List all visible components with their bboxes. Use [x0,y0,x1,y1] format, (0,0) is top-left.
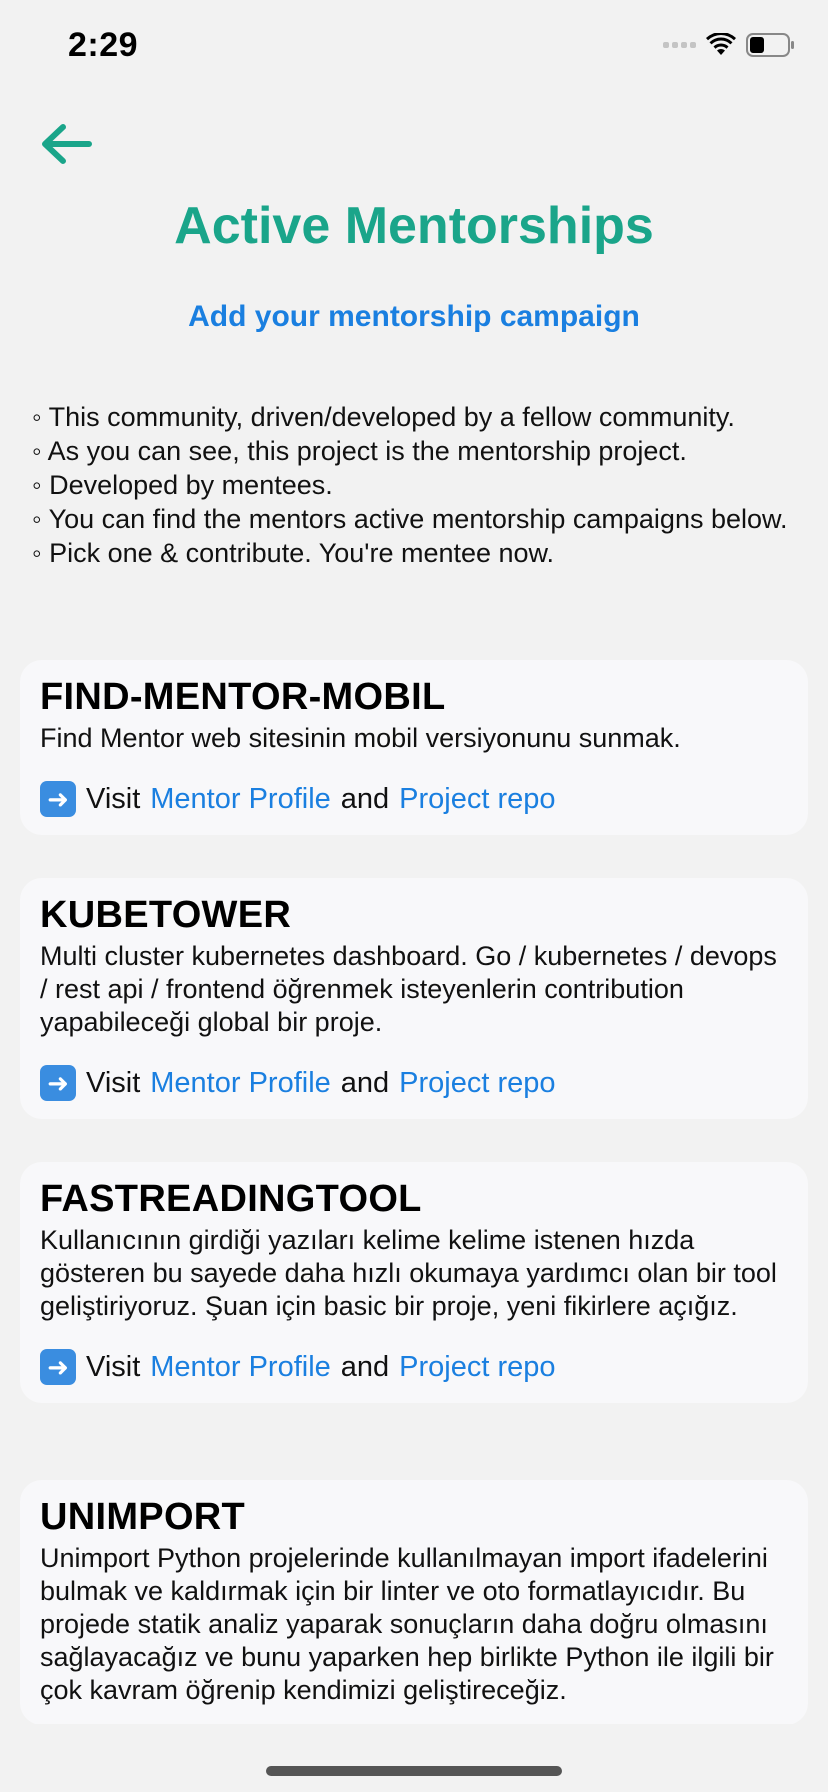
mentor-profile-link[interactable]: Mentor Profile [150,1067,331,1099]
wifi-icon [706,33,736,57]
right-arrow-emoji-icon: ➜ [40,1065,76,1101]
status-time: 2:29 [68,26,139,64]
arrow-left-icon [39,122,93,166]
intro-line: ◦ This community, driven/developed by a fellow community. [32,402,735,432]
card-title: UNIMPORT [40,1496,246,1538]
project-repo-link[interactable]: Project repo [399,1067,556,1099]
status-bar [0,0,828,100]
mentor-profile-link[interactable]: Mentor Profile [150,783,331,815]
mentorship-card [20,1480,808,1724]
intro-line: ◦ Pick one & contribute. You're mentee now. [32,538,555,568]
project-repo-link[interactable]: Project repo [399,1351,556,1383]
card-title: FIND-MENTOR-MOBIL [40,676,446,718]
battery-icon [746,32,796,58]
mentorship-card [20,1162,808,1403]
add-mentorship-campaign-link[interactable]: Add your mentorship campaign [188,300,640,333]
right-arrow-emoji-icon: ➜ [40,1349,76,1385]
and-label: and [340,783,390,815]
card-description: Multi cluster kubernetes dashboard. Go / kubernetes / devops / rest api / frontend öğrenmek isteyenlerin contribution yapabileceği global bir proje. [40,941,777,1037]
card-description: Unimport Python projelerinde kullanılmayan import ifadelerini bulmak ve kaldırmak için bir linter ve oto formatlayıcıdır. Bu projede statik analiz yaparak sonuçların daha doğru olmasını sağlayacağız ve bunu yaparken hep birlikte Python ile ilgili bir çok kavram öğrenip kendimizi geliştireceğiz. [40,1543,774,1705]
mentorship-list[interactable] [0,660,828,1724]
card-description: Find Mentor web sitesinin mobil versiyonunu sunmak. [40,723,681,753]
card-links [40,781,788,817]
and-label: and [340,1067,390,1099]
visit-label: Visit [86,783,141,815]
mentorship-card [20,878,808,1119]
home-indicator[interactable] [266,1766,562,1776]
cellular-signal-icon [663,42,696,48]
project-repo-link[interactable]: Project repo [399,783,556,815]
page-title: Active Mentorships [174,197,654,255]
card-links [40,1349,788,1385]
intro-line: ◦ Developed by mentees. [32,470,333,500]
card-description: Kullanıcının girdiği yazıları kelime kelime istenen hızda gösteren bu sayede daha hızlı okumaya yardımcı olan bir tool geliştiriyoruz. Şuan için basic bir proje, yeni fikirlere açığız. [40,1225,777,1321]
and-label: and [340,1351,390,1383]
card-links [40,1065,788,1101]
visit-label: Visit [86,1351,141,1383]
status-icons [663,32,796,58]
intro-line: ◦ You can find the mentors active mentorship campaigns below. [32,504,788,534]
mentor-profile-link[interactable]: Mentor Profile [150,1351,331,1383]
right-arrow-emoji-icon: ➜ [40,781,76,817]
intro-text [32,400,812,570]
card-title: KUBETOWER [40,894,292,936]
intro-line: ◦ As you can see, this project is the mentorship project. [32,436,687,466]
visit-label: Visit [86,1067,141,1099]
card-title: FASTREADINGTOOL [40,1178,422,1220]
back-button[interactable] [36,118,96,170]
mentorship-card [20,660,808,835]
